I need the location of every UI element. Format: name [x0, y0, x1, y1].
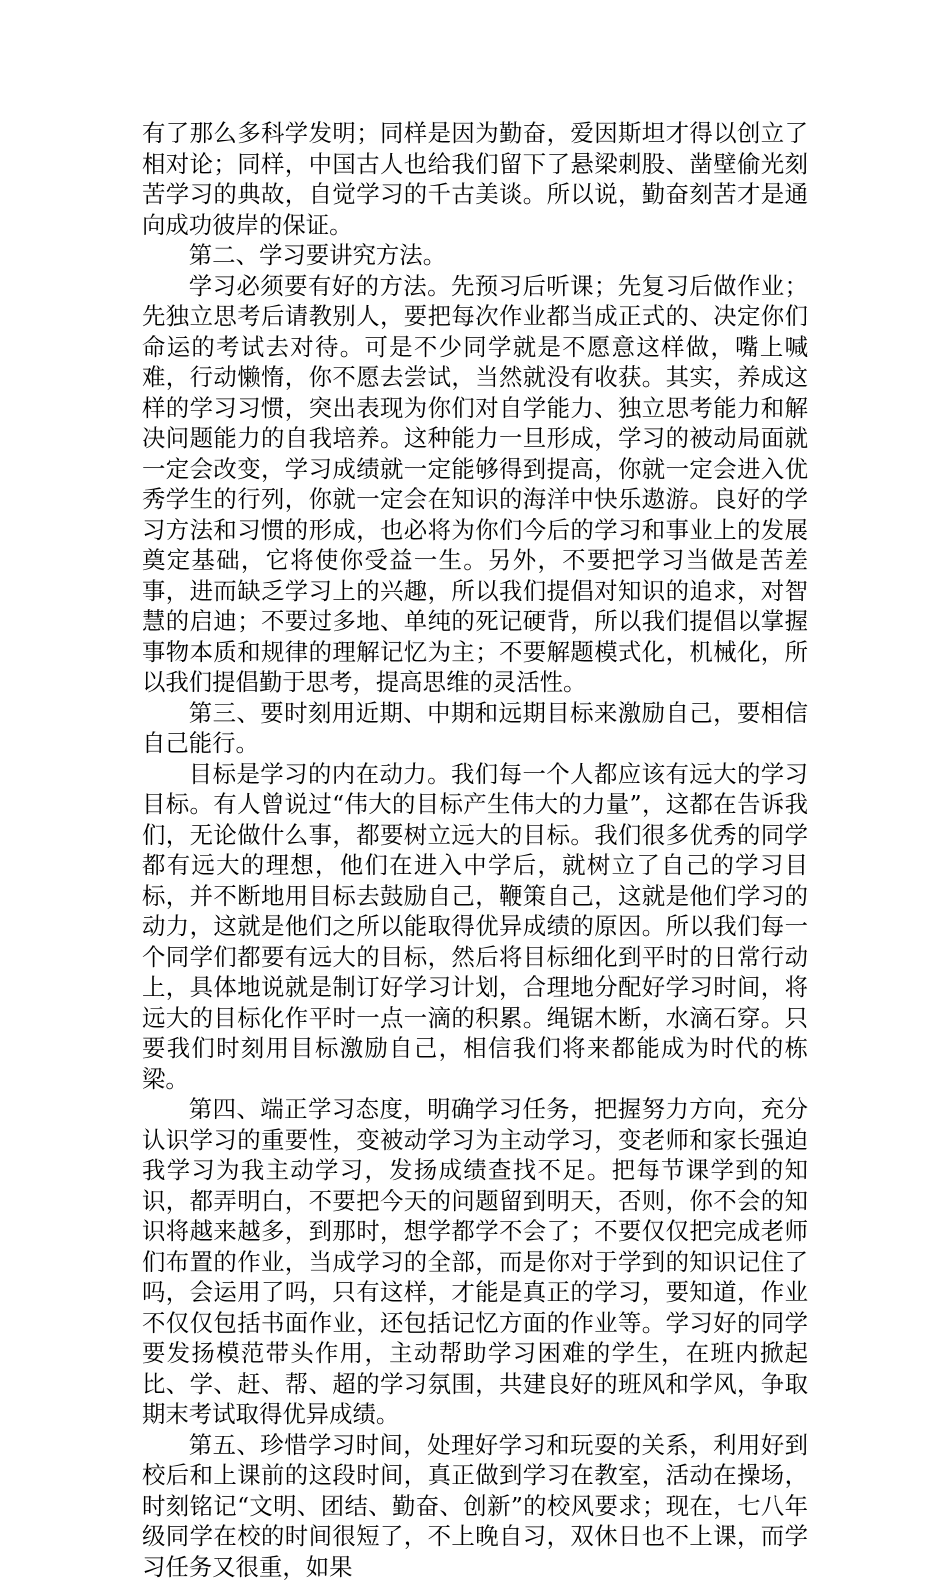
document-body [142, 118, 808, 1582]
paragraph-study-methods: 学习必须要有好的方法。先预习后听课；先复习后做作业；先独立思考后请教别人，要把每次作业都当成正式的、决定你们命运的考试去对待。可是不少同学就是不愿意这样做，嘴上喊难，行动懒惰，你不愿去尝试，当然就没有收获。其实，养成这样的学习习惯，突出表现为你们对自学能力、独立思考能力和解决问题能力的自我培养。这种能力一旦形成，学习的被动局面就一定会改变，学习成绩就一定能够得到提高，你就一定会进入优秀学生的行列，你就一定会在知识的海洋中快乐遨游。良好的学习方法和习惯的形成，也必将为你们今后的学习和事业上的发展奠定基础，它将使你受益一生。另外，不要把学习当做是苦差事，进而缺乏学习上的兴趣，所以我们提倡对知识的追求，对智慧的启迪；不要过多地、单纯的死记硬背，所以我们提倡以掌握事物本质和规律的理解记忆为主；不要解题模式化，机械化，所以我们提倡勤于思考，提高思维的灵活性。 [142, 271, 808, 698]
paragraph-point-five-time: 第五、珍惜学习时间，处理好学习和玩耍的关系，利用好到校后和上课前的这段时间，真正做到学习在教室，活动在操场，时刻铭记“文明、团结、勤奋、创新”的校风要求；现在，七八年级同学在校的时间很短了，不上晚自习，双休日也不上课，而学习任务又很重，如果 [142, 1430, 808, 1582]
paragraph-diligence-conclusion: 有了那么多科学发明；同样是因为勤奋，爱因斯坦才得以创立了相对论；同样，中国古人也给我们留下了悬梁刺股、凿壁偷光刻苦学习的典故，自觉学习的千古美谈。所以说，勤奋刻苦才是通向成功彼岸的保证。 [142, 118, 808, 240]
heading-point-three: 第三、要时刻用近期、中期和远期目标来激励自己，要相信自己能行。 [142, 698, 808, 759]
paragraph-point-four-attitude: 第四、端正学习态度，明确学习任务，把握努力方向，充分认识学习的重要性，变被动学习为主动学习，变老师和家长强迫我学习为我主动学习，发扬成绩查找不足。把每节课学到的知识，都弄明白，不要把今天的问题留到明天，否则，你不会的知识将越来越多，到那时，想学都学不会了；不要仅仅把完成老师们布置的作业，当成学习的全部，而是你对于学到的知识记住了吗，会运用了吗，只有这样，才能是真正的学习，要知道，作业不仅仅包括书面作业，还包括记忆方面的作业等。学习好的同学要发扬模范带头作用，主动帮助学习困难的学生，在班内掀起比、学、赶、帮、超的学习氛围，共建良好的班风和学风，争取期末考试取得优异成绩。 [142, 1094, 808, 1430]
paragraph-study-goals: 目标是学习的内在动力。我们每一个人都应该有远大的学习目标。有人曾说过“伟大的目标产生伟大的力量”，这都在告诉我们，无论做什么事，都要树立远大的目标。我们很多优秀的同学都有远大的理想，他们在进入中学后，就树立了自己的学习目标，并不断地用目标去鼓励自己，鞭策自己，这就是他们学习的动力，这就是他们之所以能取得优异成绩的原因。所以我们每一个同学们都要有远大的目标，然后将目标细化到平时的日常行动上，具体地说就是制订好学习计划，合理地分配好学习时间，将远大的目标化作平时一点一滴的积累。绳锯木断，水滴石穿。只要我们时刻用目标激励自己，相信我们将来都能成为时代的栋梁。 [142, 759, 808, 1095]
heading-point-two: 第二、学习要讲究方法。 [142, 240, 808, 271]
